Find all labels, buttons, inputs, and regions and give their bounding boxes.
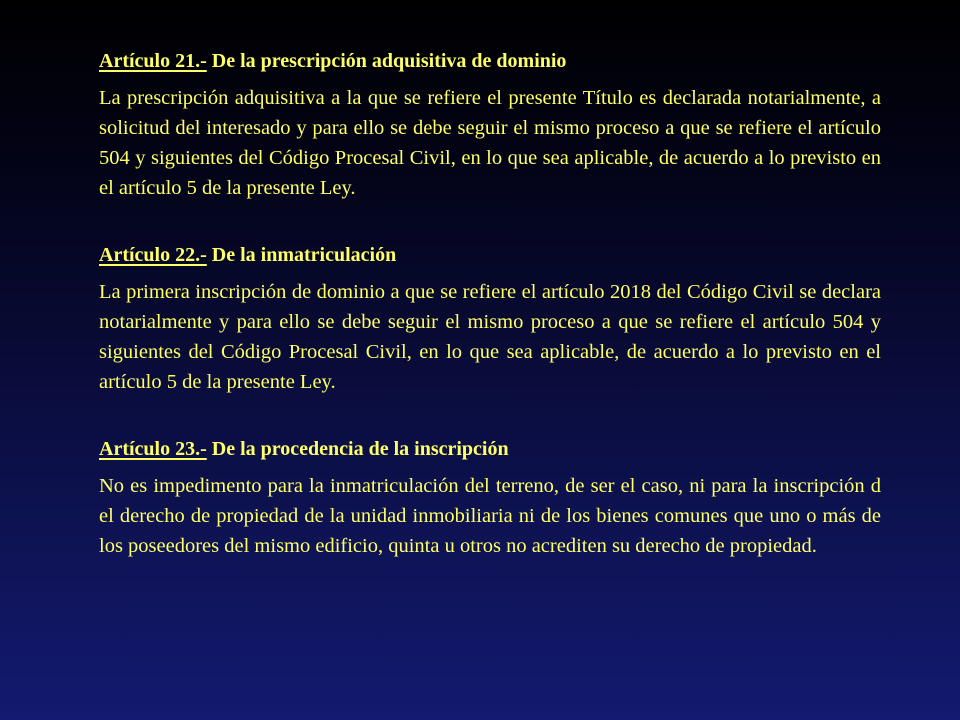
article-number: Artículo 21.- [99, 50, 207, 72]
article-23 [99, 434, 881, 561]
article-22 [99, 240, 881, 397]
article-heading [99, 46, 881, 76]
article-heading [99, 434, 881, 464]
slide-content [99, 46, 881, 561]
article-body: No es impedimento para la inmatriculación del terreno, de ser el caso, ni para la inscripción d el derecho de propiedad de la unidad inmobiliaria ni de los bienes comunes que uno o más de los poseedores del mismo edificio, quinta u otros no acrediten su derecho de propiedad. [99, 475, 881, 557]
article-number: Artículo 23.- [99, 438, 207, 460]
article-body: La primera inscripción de dominio a que se refiere el artículo 2018 del Código Civil se declara notarialmente y para ello se debe seguir el mismo proceso a que se refiere el artículo 504 y siguientes del Código Procesal Civil, en lo que sea aplicable, de acuerdo a lo previsto en el artículo 5 de la presente Ley. [99, 281, 881, 393]
article-title: De la prescripción adquisitiva de dominio [206, 50, 567, 72]
article-body: La prescripción adquisitiva a la que se refiere el presente Título es declarada notarialmente, a solicitud del interesado y para ello se debe seguir el mismo proceso a que se refiere el artículo 504 y siguientes del Código Procesal Civil, en lo que sea aplicable, de acuerdo a lo previsto en el artículo 5 de la presente Ley. [99, 87, 881, 199]
article-number: Artículo 22.- [99, 244, 207, 266]
article-title: De la inmatriculación [206, 244, 397, 266]
article-heading [99, 240, 881, 270]
article-title: De la procedencia de la inscripción [206, 438, 509, 460]
article-21 [99, 46, 881, 203]
